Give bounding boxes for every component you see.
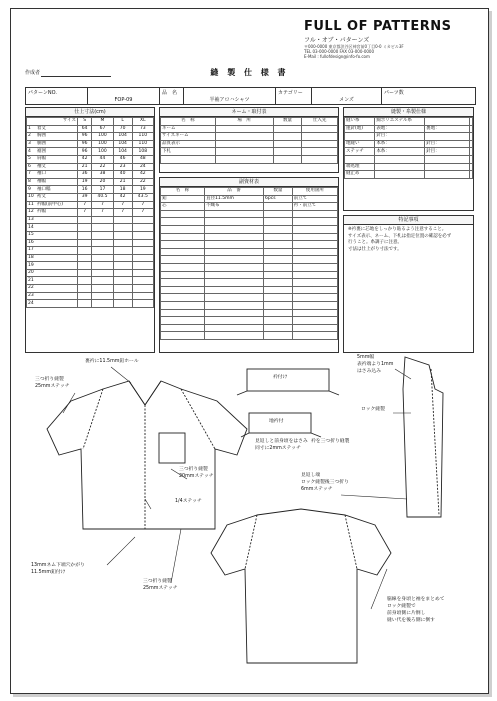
size-row-no: 14	[28, 224, 34, 230]
size-cell[interactable]: 7	[92, 209, 113, 217]
annotation-hem-2: 三つ折り縫製	[179, 467, 208, 472]
brand-email: E-Mail : fullofdesign@info-fo.com	[304, 54, 370, 59]
sheet-title: 縫 製 仕 様 書	[210, 68, 289, 77]
note-line: サイズ表示、ネーム、下札は指定位置の確認を必ず	[348, 233, 452, 239]
size-row-no: 21	[28, 277, 34, 283]
size-cell[interactable]: 7	[78, 209, 92, 217]
brand-kana: フル・オブ・パターンズ	[304, 37, 370, 44]
size-cell[interactable]: 96	[78, 133, 92, 141]
annotation-overlock: ロック縫製	[361, 407, 385, 412]
size-cell[interactable]: 108	[132, 148, 153, 156]
size-cell[interactable]: 43.5	[132, 193, 153, 201]
size-row-name: 着丈	[37, 125, 46, 131]
column-header: 使用箇所	[292, 188, 337, 196]
table-cell[interactable]: ネーム	[161, 125, 216, 133]
annotation-stitch-1: 25mmステッチ	[35, 384, 70, 389]
table-cell[interactable]: ステッチ	[345, 148, 375, 156]
spec-sheet	[10, 8, 489, 694]
brand-address: 〒000-0000 東京都渋谷区神宮前0丁目0-0 ミカビル3F	[304, 44, 404, 49]
size-cell[interactable]: 70	[113, 125, 132, 133]
size-row-name: 袖幅	[37, 179, 46, 185]
size-cell[interactable]: 73	[132, 125, 153, 133]
annotation-buttonhole-2: 13mmネム下端穴かがり	[31, 563, 85, 568]
column-header: 数量	[273, 118, 302, 126]
annotation-overlock-hem: ロック縫製後三つ折り	[301, 480, 349, 485]
size-cell[interactable]: 100	[92, 140, 113, 148]
note-line: 行うこと。糸調子に注意。	[348, 240, 402, 245]
size-col: L	[113, 118, 132, 126]
size-row-no: 10	[28, 194, 34, 200]
tag-table-title: ネーム・取付表	[160, 108, 338, 117]
size-cell[interactable]: 16	[78, 186, 92, 194]
side-view-drawing	[403, 357, 443, 517]
size-cell[interactable]: 48	[132, 155, 153, 163]
size-row-no: 2	[28, 133, 31, 139]
column-header: 仕入先	[302, 118, 338, 126]
table-cell[interactable]: 下札	[161, 148, 216, 156]
size-row-no: 16	[28, 239, 34, 245]
table-cell[interactable]: 前立て	[292, 195, 337, 203]
size-cell[interactable]: 7	[113, 209, 132, 217]
annotation-edge: 表衿端より1mm	[357, 362, 394, 367]
size-row-no: 12	[28, 209, 34, 215]
size-cell[interactable]: 22	[92, 163, 113, 171]
size-row-no: 18	[28, 254, 34, 260]
table-cell[interactable]: サイズネーム	[161, 133, 216, 141]
size-row-no: 1	[28, 125, 31, 131]
size-corner: サイズ	[27, 118, 78, 126]
size-cell[interactable]: 100	[92, 133, 113, 141]
size-cell[interactable]: 21	[113, 178, 132, 186]
annotation-side-1: 脇線を身頃と袖をまとめて	[387, 597, 445, 602]
size-cell[interactable]: 22	[132, 178, 153, 186]
table-cell[interactable]: 裏地：	[425, 125, 470, 133]
size-row-name: 胴囲	[37, 141, 46, 147]
table-cell[interactable]: 地縫い	[345, 140, 375, 148]
parts-label: パーツ数	[384, 90, 404, 96]
size-row-no: 11	[28, 201, 34, 207]
column-header: 名 称	[161, 118, 216, 126]
brand-phone: TEL 03-000-0000 FAX 03-000-0000	[304, 49, 375, 54]
size-cell[interactable]: 44	[92, 155, 113, 163]
size-col: XL	[132, 118, 153, 126]
annotation-hem-3: 三つ折り縫製	[143, 579, 172, 584]
annotation-quarter-stitch: 1/4ステッチ	[175, 499, 202, 504]
size-cell[interactable]: 7	[92, 201, 113, 209]
column-header: 品 番	[205, 188, 264, 196]
note-line: 寸法は仕上がり寸法です。	[348, 246, 402, 252]
collar-part-drawing	[247, 369, 329, 391]
annotation-stitch-2: 20mmステッチ	[179, 474, 214, 479]
author-label: 作成者	[25, 70, 41, 76]
size-cell[interactable]: 104	[113, 148, 132, 156]
size-row-name: 衿幅	[37, 209, 46, 215]
table-cell[interactable]: 針目：	[425, 148, 470, 156]
table-cell[interactable]: 直径11.5mm	[205, 195, 264, 203]
size-cell[interactable]: 42	[132, 171, 153, 179]
size-cell[interactable]: 20	[92, 178, 113, 186]
table-cell[interactable]: 芯	[161, 203, 205, 211]
table-cell[interactable]: 針目：	[375, 133, 425, 141]
size-cell[interactable]: 104	[113, 133, 132, 141]
size-cell[interactable]: 19	[132, 186, 153, 194]
table-cell[interactable]: 本糸：	[375, 148, 425, 156]
size-cell[interactable]: 40	[113, 171, 132, 179]
size-row-no: 9	[28, 186, 31, 192]
table-cell[interactable]: 衿・前立て	[292, 203, 337, 211]
size-row-name: 裾囲	[37, 148, 46, 154]
size-cell[interactable]: 17	[92, 186, 113, 194]
table-cell[interactable]: 釦	[161, 195, 205, 203]
category-value: メンズ	[339, 97, 354, 103]
size-cell[interactable]: 96	[78, 148, 92, 156]
size-row-no: 22	[28, 285, 34, 291]
size-cell[interactable]: 7	[132, 201, 153, 209]
brand-logo: FULL OF PATTERNS	[304, 19, 452, 34]
garment-drawings	[11, 9, 488, 693]
back-shirt-drawing	[211, 509, 391, 663]
size-row-no: 5	[28, 156, 31, 162]
sewing-table-title: 縫製・糸製仕様	[344, 108, 473, 117]
annotation-facing-1: 見返しと前身頃をはさみ	[255, 439, 308, 444]
size-row-name: 袖口	[37, 171, 46, 177]
trim-table-title: 副資材表	[160, 178, 338, 187]
annotation-insert: はさみ込み	[357, 369, 381, 374]
annotation-button: 11.5mm釦付け	[31, 570, 66, 575]
annotation-buttonhole: 裏衿に11.5mm釦ホール	[85, 359, 139, 364]
size-row-no: 4	[28, 148, 31, 154]
table-cell[interactable]: 針目：	[425, 140, 470, 148]
pattern-no-label: パターンNO.	[28, 90, 57, 96]
annotation-facing-2: 同寸に2mmステッチ	[255, 446, 301, 451]
size-row-no: 24	[28, 300, 34, 306]
size-cell[interactable]: 110	[132, 133, 153, 141]
table-cell[interactable]: 運針(地)	[345, 125, 375, 133]
size-row-no: 3	[28, 141, 31, 147]
size-cell[interactable]: 23	[113, 163, 132, 171]
size-cell[interactable]: 19	[78, 178, 92, 186]
special-notes-title: 特記事項	[344, 216, 473, 225]
table-cell[interactable]: 縫止め	[345, 171, 375, 179]
size-cell[interactable]: 42	[78, 155, 92, 163]
size-cell[interactable]: 18	[113, 186, 132, 194]
size-cell[interactable]: 24	[132, 163, 153, 171]
size-col: S	[78, 118, 92, 126]
size-cell[interactable]: 39	[78, 193, 92, 201]
size-row-no: 7	[28, 171, 31, 177]
note-line: ※衿裏に芯地をしっかり貼るよう注意すること。	[348, 227, 447, 232]
size-row-no: 13	[28, 217, 34, 223]
front-shirt-drawing	[47, 381, 247, 529]
annotation-side-2: ロック縫製で	[387, 604, 416, 609]
table-cell[interactable]: 表地：	[375, 125, 425, 133]
size-cell[interactable]: 100	[92, 148, 113, 156]
table-cell[interactable]: 6pcs	[264, 195, 293, 203]
size-col: M	[92, 118, 113, 126]
size-row-no: 17	[28, 247, 34, 253]
size-cell[interactable]: 38	[92, 171, 113, 179]
size-cell[interactable]: 40.5	[92, 193, 113, 201]
size-row-name: 裄丈	[37, 194, 46, 200]
size-row-name: 衿幅(前中心)	[37, 201, 64, 207]
annotation-neckband: 地衿付	[269, 419, 284, 424]
size-row-no: 8	[28, 179, 31, 185]
size-row-name: 袖口幅	[37, 186, 51, 192]
annotation-stitch-3: 25mmステッチ	[143, 586, 178, 591]
annotation-5mm: 5mm幅	[357, 355, 375, 360]
annotation-facing-edge: 見返し端	[301, 473, 321, 478]
size-cell[interactable]: 46	[113, 155, 132, 163]
annotation-hem-1: 三つ折り縫製	[35, 377, 64, 382]
size-cell[interactable]: 36	[78, 171, 92, 179]
table-cell[interactable]: 縫い糸	[345, 118, 375, 126]
column-header: 場 所	[215, 118, 273, 126]
table-cell[interactable]: 本糸：	[375, 140, 425, 148]
pattern-no-value: FOP-09	[114, 97, 133, 103]
size-row-no: 15	[28, 232, 34, 238]
annotation-collar-hem: 衿を三つ折り縫製	[311, 439, 350, 444]
table-cell[interactable]: 不織布	[205, 203, 264, 211]
table-cell[interactable]: 品質表示	[161, 140, 216, 148]
column-header: 数量	[264, 188, 293, 196]
size-cell[interactable]: 67	[92, 125, 113, 133]
size-cell[interactable]: 7	[132, 209, 153, 217]
table-cell[interactable]: 端処理	[345, 163, 375, 171]
size-cell[interactable]: 64	[78, 125, 92, 133]
annotation-side-3: 前身頃側に片倒し	[387, 611, 426, 616]
size-row-no: 19	[28, 262, 34, 268]
size-cell[interactable]: 7	[78, 201, 92, 209]
size-row-name: 肩幅	[37, 156, 46, 162]
annotation-side-4: 縫い代を後ろ側に倒す	[387, 618, 435, 623]
table-cell[interactable]: 綿ポリエステル糸	[375, 118, 425, 126]
size-row-name: 袖丈	[37, 163, 46, 169]
size-cell[interactable]: 104	[113, 140, 132, 148]
item-value: 半袖アロハシャツ	[209, 97, 250, 103]
size-row-name: 胸囲	[37, 133, 46, 139]
size-table-title: 仕上寸法(cm)	[26, 108, 154, 117]
annotation-collar: 衿付け	[273, 375, 288, 380]
column-header: 名 称	[161, 188, 205, 196]
item-label: 品 名	[162, 90, 178, 96]
size-cell[interactable]: 21	[78, 163, 92, 171]
size-cell[interactable]: 110	[132, 140, 153, 148]
size-row-no: 6	[28, 163, 31, 169]
annotation-6mm: 6mmステッチ	[301, 487, 333, 492]
size-cell[interactable]: 96	[78, 140, 92, 148]
size-cell[interactable]: 7	[113, 201, 132, 209]
size-cell[interactable]: 42	[113, 193, 132, 201]
size-row-no: 20	[28, 270, 34, 276]
category-label: カテゴリー	[278, 90, 303, 96]
size-row-no: 23	[28, 292, 34, 298]
